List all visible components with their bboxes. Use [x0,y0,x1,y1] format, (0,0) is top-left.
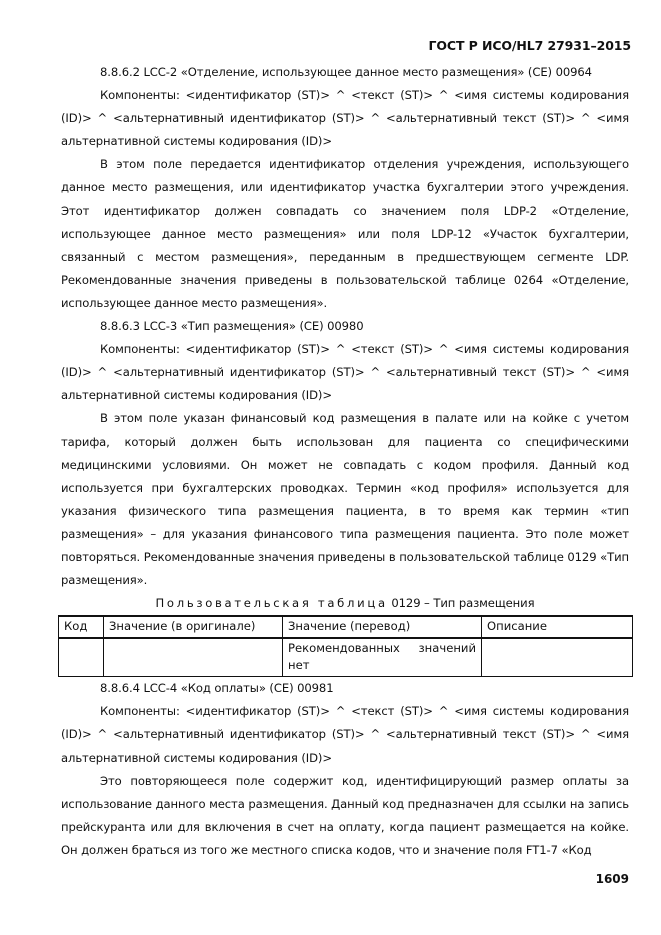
section-heading-lcc2: 8.8.6.2 LCC-2 «Отделение, использующее данное место размещения» (CE) 00964 [100,65,592,79]
table-cell: Рекомендованных значений нет [283,638,482,677]
document-header: ГОСТ Р ИСО/HL7 27931–2015 [428,38,631,53]
table-cell [59,638,104,677]
column-header: Значение (перевод) [283,616,482,638]
table-caption-title: 0129 – Тип размещения [387,596,535,611]
components-paragraph: Компоненты: <идентификатор (ST)> ^ <текст (ST)> ^ <имя системы кодирования (ID)> ^ <альтернативный идентификатор (ST)> ^ <альтернативный текст (ST)> ^ <имя альтернативной системы кодирования (ID)> [61,704,629,765]
column-header: Код [59,616,104,638]
body-paragraph: Это повторяющееся поле содержит код, идентифицирующий размер оплаты за использование данного места размещения. Данный код предназначен для ссылки на запись прейскуранта или для включения в счет на оплату, когда пациент размещается на койке. Он должен браться из того же местного списка кодов, что и значение поля FT1-7 «Код [61,773,629,857]
components-paragraph: Компоненты: <идентификатор (ST)> ^ <текст (ST)> ^ <имя системы кодирования (ID)> ^ <альтернативный идентификатор (ST)> ^ <альтернативный текст (ST)> ^ <имя альтернативной системы кодирования (ID)> [61,342,629,403]
table-cell [482,638,633,677]
components-paragraph: Компоненты: <идентификатор (ST)> ^ <текст (ST)> ^ <имя системы кодирования (ID)> ^ <альтернативный идентификатор (ST)> ^ <альтернативный текст (ST)> ^ <имя альтернативной системы кодирования (ID)> [61,88,629,149]
column-header: Значение (в оригинале) [104,616,283,638]
table-header-row [59,616,633,638]
body-paragraph: В этом поле передается идентификатор отделения учреждения, использующего данное место размещения, или идентификатор участка бухгалтерии этого учреждения. Этот идентификатор должен совпадать со значением поля LDP-2 «Отделение, использующее данное место размещения» или поля LDP-12 «Участок бухгалтерии, связанный с местом размещения», переданным в предшествующем сегменте LDP. Рекомендованные значения приведены в пользовательской таблице 0264 «Отделение, использующее данное место размещения». [61,157,629,310]
table-row [59,638,633,677]
user-table-0129 [58,615,633,677]
table-caption-label: Пользовательская таблица [155,596,388,611]
column-header: Описание [482,616,633,638]
body-paragraph: В этом поле указан финансовый код размещения в палате или на койке с учетом тарифа, который должен быть использован для пациента со специфическими медицинскими условиями. Он может не совпадать с кодом профиля. Данный код используется при бухгалтерских проводках. Термин «код профиля» используется для указания физического типа размещения пациента, в то время как термин «тип размещения» – для указания финансового типа размещения пациента. Это поле может повторяться. Рекомендованные значения приведены в пользовательской таблице 0129 «Тип размещения». [61,411,629,588]
page-number: 1609 [595,872,629,886]
section-heading-lcc4: 8.8.6.4 LCC-4 «Код оплаты» (CE) 00981 [100,681,334,696]
section-heading-lcc3: 8.8.6.3 LCC-3 «Тип размещения» (CE) 00980 [100,319,364,334]
page-content [61,61,629,862]
table-caption [61,592,629,615]
table-cell [104,638,283,677]
